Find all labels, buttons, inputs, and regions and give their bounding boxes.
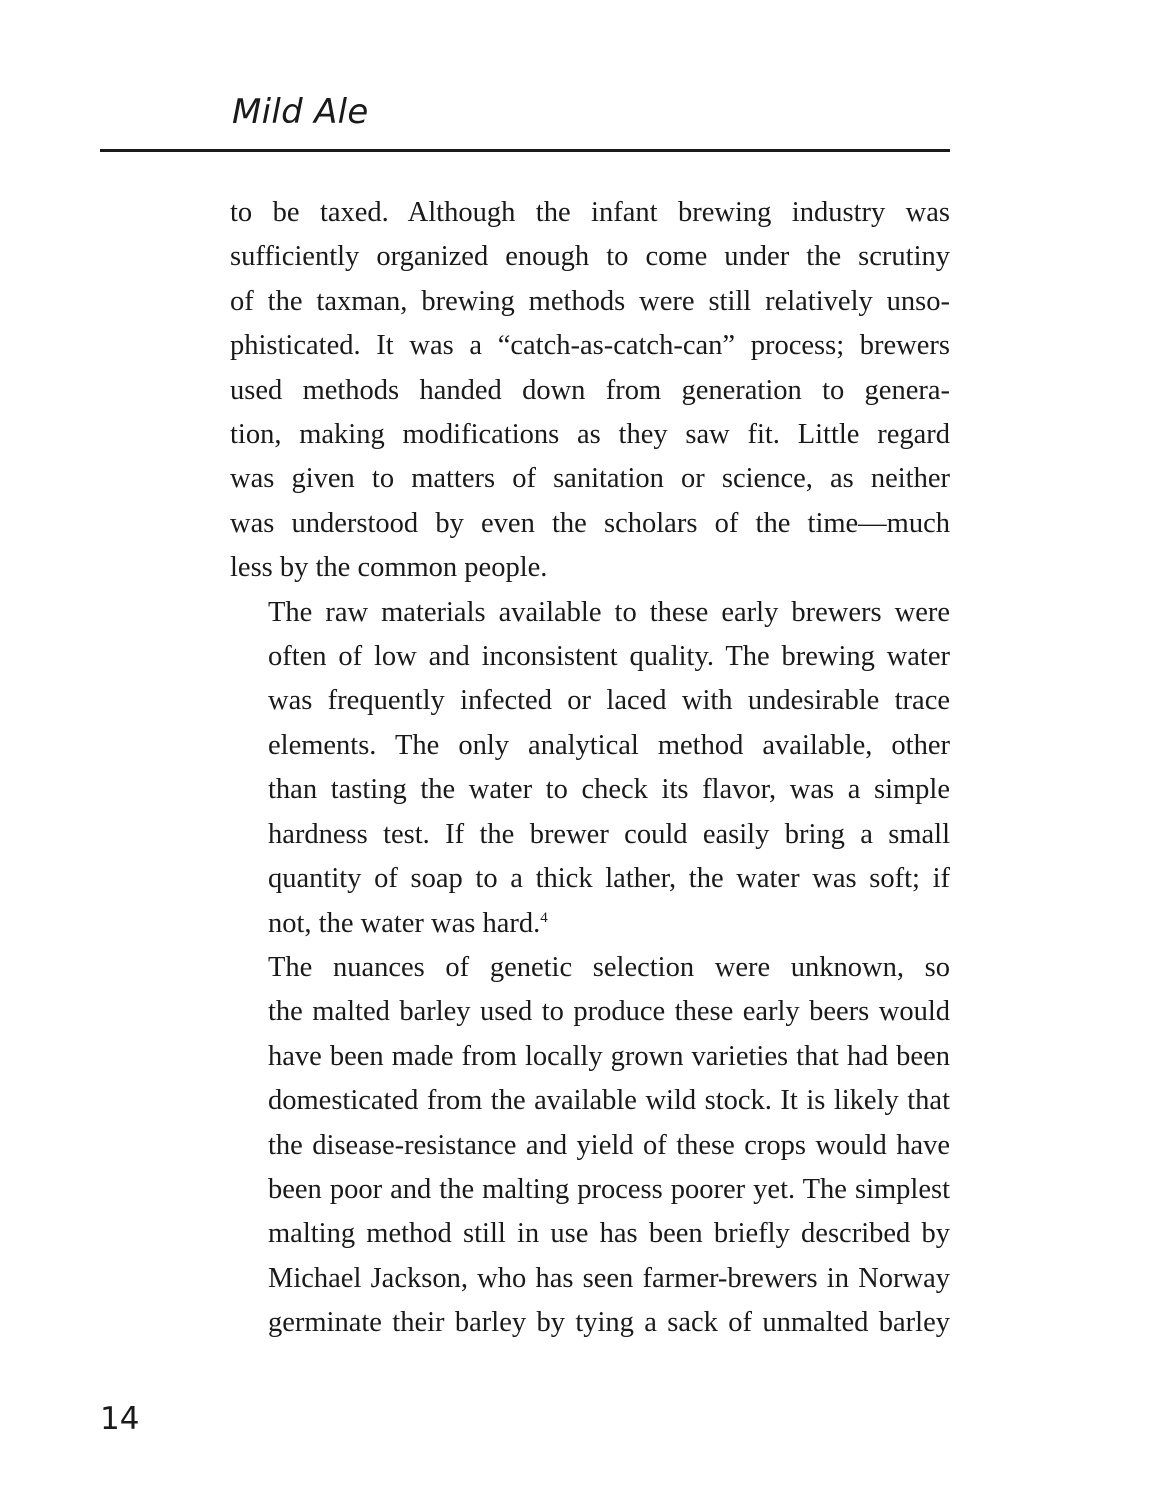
footnote-reference[interactable]: 4 bbox=[540, 909, 548, 926]
paragraph-1 bbox=[230, 191, 950, 591]
text-line: used methods handed down from generation to genera- bbox=[230, 374, 950, 406]
text-line: phisticated. It was a “catch-as-catch-can” process; brewers bbox=[230, 330, 950, 362]
text-line: germinate their barley by tying a sack of unmalted barley bbox=[268, 1307, 950, 1339]
text-line: tion, making modifications as they saw fit. Little regard bbox=[230, 419, 950, 451]
body-text bbox=[230, 191, 950, 1346]
text-line: the disease-resistance and yield of these crops would have bbox=[268, 1129, 950, 1161]
text-line: Michael Jackson, who has seen farmer-brewers in Norway bbox=[268, 1262, 950, 1294]
text-line: quantity of soap to a thick lather, the water was soft; if bbox=[268, 863, 950, 895]
text-line: malting method still in use has been briefly described by bbox=[268, 1218, 950, 1250]
text-line: elements. The only analytical method available, other bbox=[268, 729, 950, 761]
page-number: 14 bbox=[100, 1401, 140, 1437]
text-line: less by the common people. bbox=[230, 552, 548, 584]
text-line-with-footnote bbox=[230, 902, 950, 946]
text-line: The nuances of genetic selection were unknown, so bbox=[268, 951, 950, 983]
text-line-content: not, the water was hard. bbox=[268, 907, 541, 939]
paragraph-2 bbox=[230, 591, 950, 946]
paragraph-3 bbox=[230, 946, 950, 1346]
text-line: was given to matters of sanitation or science, as neither bbox=[230, 463, 950, 495]
text-line: The raw materials available to these early brewers were bbox=[268, 596, 950, 628]
text-line: was understood by even the scholars of the time—much bbox=[230, 507, 950, 539]
text-line: than tasting the water to check its flavor, was a simple bbox=[268, 774, 950, 806]
text-line: the malted barley used to produce these early beers would bbox=[268, 996, 950, 1028]
text-line: was frequently infected or laced with undesirable trace bbox=[268, 685, 950, 717]
text-line: sufficiently organized enough to come under the scrutiny bbox=[230, 241, 950, 273]
text-line: domesticated from the available wild stock. It is likely that bbox=[268, 1085, 950, 1117]
text-line: to be taxed. Although the infant brewing industry was bbox=[230, 197, 950, 228]
text-line: hardness test. If the brewer could easily bring a small bbox=[268, 818, 950, 850]
text-line: often of low and inconsistent quality. The brewing water bbox=[268, 641, 950, 673]
header-rule bbox=[100, 149, 950, 152]
text-line: of the taxman, brewing methods were still relatively unso- bbox=[230, 285, 950, 317]
running-head-title: Mild Ale bbox=[232, 92, 369, 132]
text-line: been poor and the malting process poorer yet. The simplest bbox=[268, 1173, 950, 1205]
text-line: have been made from locally grown varieties that had been bbox=[268, 1040, 950, 1072]
